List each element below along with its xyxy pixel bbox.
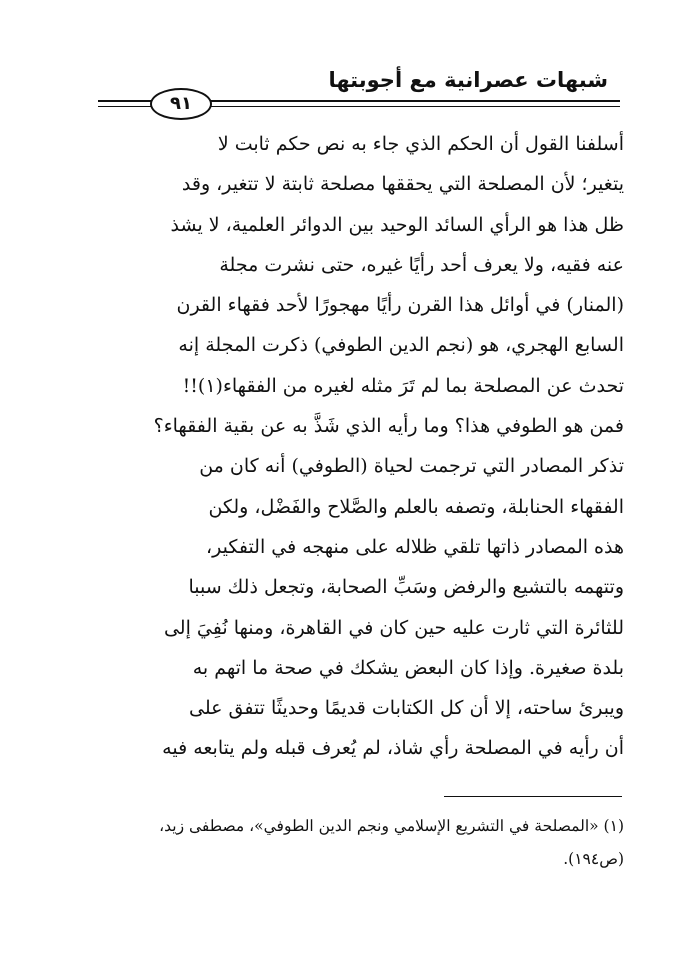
body-line: للثائرة التي ثارت عليه حين كان في القاهرة، ومنها نُفِيَ إلى (163, 616, 624, 639)
body-line: ويبرئ ساحته، إلا أن كل الكتابات قديمًا وحديثًا تتفق على (188, 697, 624, 720)
body-line: أسلفنا القول أن الحكم الذي جاء به نص حكم ثابت لا (217, 133, 624, 155)
body-line: (المنار) في أوائل هذا القرن رأيًا مهجورًا لأحد فقهاء القرن (176, 294, 624, 317)
body-line: وتتهمه بالتشيع والرفض وسَبِّ الصحابة، وتجعل ذلك سببا (188, 576, 624, 599)
body-line: يتغير؛ لأن المصلحة التي يحققها مصلحة ثابتة لا تتغير، وقد (181, 173, 624, 196)
body-text (96, 124, 624, 769)
body-line: هذه المصادر ذاتها تلقي ظلاله على منهجه في التفكير، (205, 535, 624, 558)
body-line: بلدة صغيرة. وإذا كان البعض يشكك في صحة ما اتهم به (192, 656, 624, 679)
footnote-line: (١) «المصلحة في التشريع الإسلامي ونجم الدين الطوفي»، مصطفى زيد، (159, 817, 624, 835)
body-line: أن رأيه في المصلحة رأي شاذ، لم يُعرف قبله ولم يتابعه فيه (162, 737, 624, 760)
footnote (96, 810, 624, 876)
page-number: ٩١ (150, 88, 212, 120)
body-line: تذكر المصادر التي ترجمت لحياة (الطوفي) أنه كان من (199, 455, 624, 478)
footnote-line: (ص١٩٤). (563, 850, 624, 868)
body-line: تحدث عن المصلحة بما لم تَرَ مثله لغيره من الفقهاء(١)!! (182, 374, 624, 397)
body-line: السابع الهجري، هو (نجم الدين الطوفي) ذكرت المجلة إنه (178, 334, 624, 357)
body-line: عنه فقيه، ولا يعرف أحد رأيًا غيره، حتى نشرت مجلة (219, 253, 624, 276)
body-line: فمن هو الطوفي هذا؟ وما رأيه الذي شَذَّ به عن بقية الفقهاء؟ (153, 415, 624, 438)
body-line: ظل هذا هو الرأي السائد الوحيد بين الدوائر العلمية، لا يشذ (170, 213, 624, 236)
body-line: الفقهاء الحنابلة، وتصفه بالعلم والصَّلاح والفَضْل، ولكن (208, 495, 624, 518)
running-header-title: شبهات عصرانية مع أجوبتها (328, 68, 608, 92)
footnote-rule (444, 796, 622, 797)
